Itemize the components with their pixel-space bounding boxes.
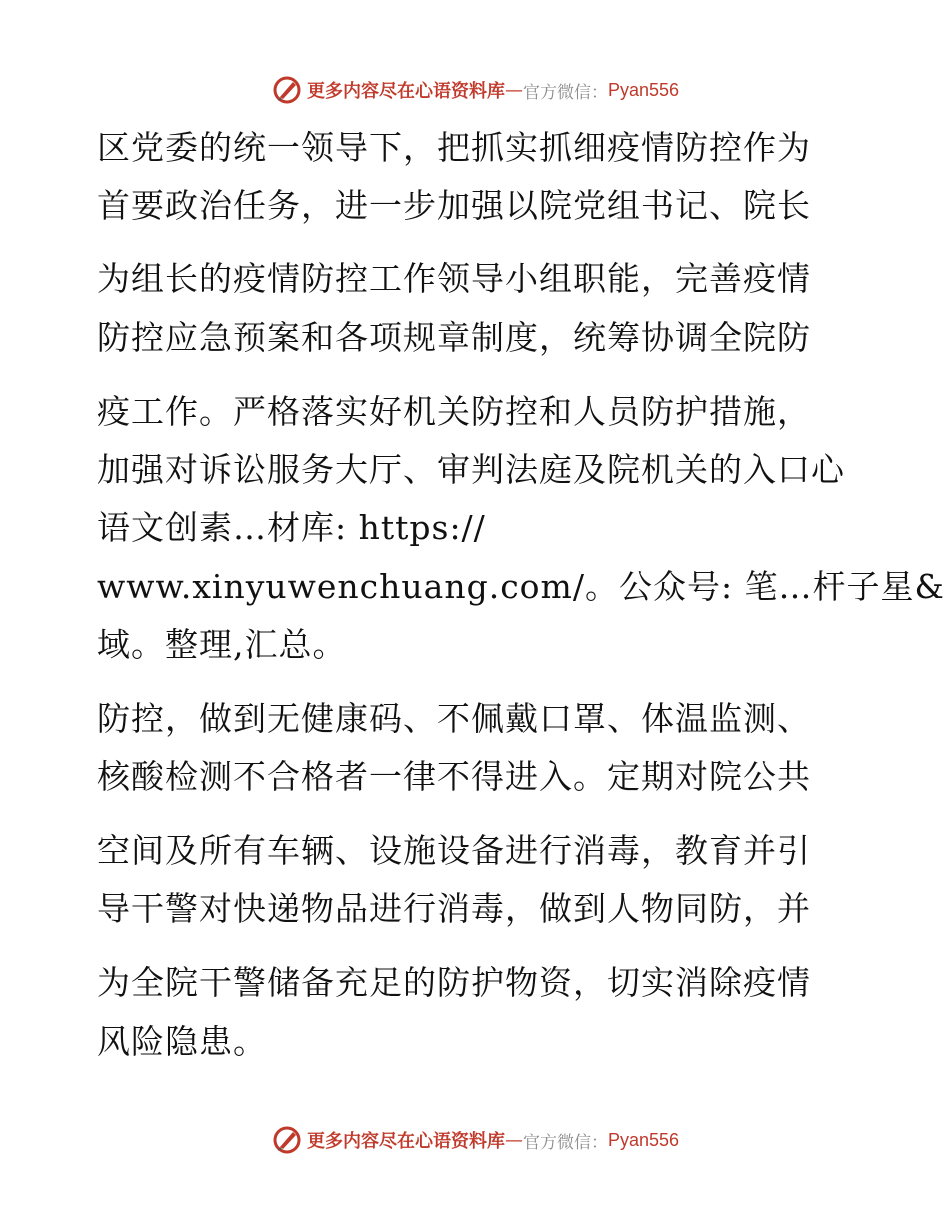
banner-wechat-id: Pyan556 [607,1129,680,1150]
banner-wechat-label: 官方微信： [522,1132,608,1153]
text-line: 为组长的疫情防控工作领导小组职能，完善疫情 [97,259,811,298]
banner-dash: — [504,79,523,101]
text-line: 语文创素…材库: https:// [97,508,486,547]
banner-dash: — [504,1129,523,1151]
banner-title: 更多内容尽在心语资料库 [306,1131,505,1152]
text-line: 防控，做到无健康码、不佩戴口罩、体温监测、 [97,699,811,738]
text-line: 疫工作。严格落实好机关防控和人员防护措施， [97,392,811,431]
text-line: 加强对诉讼服务大厅、审判法庭及院机关的入口心 [97,450,845,489]
text-line: 首要政治任务，进一步加强以院党组书记、院长 [97,186,811,225]
text-line: 区党委的统一领导下，把抓实抓细疫情防控作为 [97,128,811,167]
text-line: www.xinyuwenchuang.com/。公众号: 笔…杆子星& [97,567,945,606]
banner-title: 更多内容尽在心语资料库 [306,81,505,102]
footer-banner [0,1120,950,1160]
text-line: 核酸检测不合格者一律不得进入。定期对院公共 [97,757,811,796]
text-line: 域。整理,汇总。 [97,625,347,664]
text-line: 空间及所有车辆、设施设备进行消毒，教育并引 [97,831,811,870]
text-line: 风险隐患。 [97,1022,267,1061]
text-line: 导干警对快递物品进行消毒，做到人物同防，并 [97,889,811,928]
banner-wechat-id: Pyan556 [607,79,680,100]
banner-wechat-label: 官方微信： [522,82,608,103]
quill-logo-icon [271,1124,303,1156]
text-line: 为全院干警储备充足的防护物资，切实消除疫情 [97,963,811,1002]
text-line: 防控应急预案和各项规章制度，统筹协调全院防 [97,318,811,357]
